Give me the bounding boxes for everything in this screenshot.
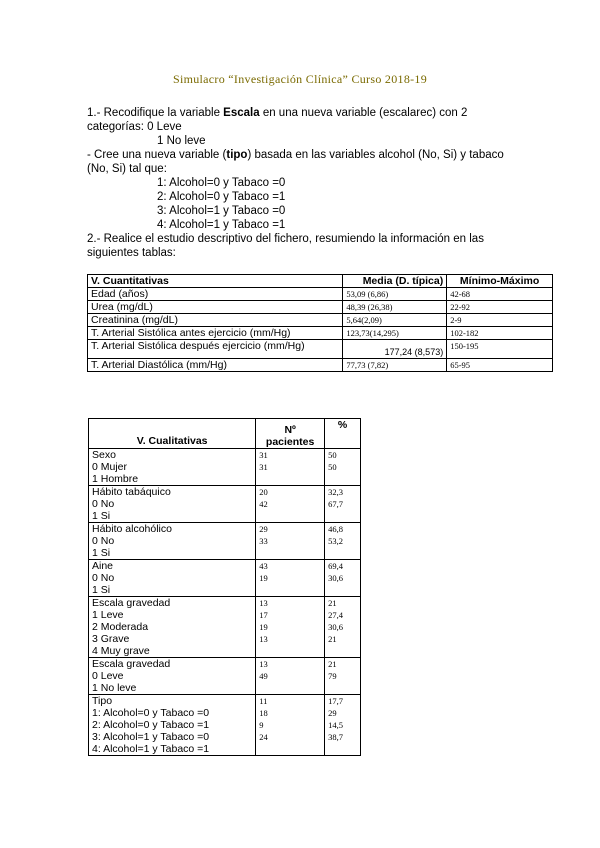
table-row — [88, 314, 553, 327]
table-row — [89, 449, 361, 486]
patients-cell — [256, 695, 325, 756]
percent-cell — [325, 658, 361, 695]
quantitative-table — [87, 274, 553, 372]
group-title: Hábito tabáquico — [92, 486, 171, 498]
patients-cell — [256, 486, 325, 523]
percent-cell — [325, 486, 361, 523]
category-label: 2: Alcohol=0 y Tabaco =1 — [92, 719, 210, 731]
table-row — [88, 340, 553, 359]
q1-option-2: 2: Alcohol=0 y Tabaco =1 — [157, 191, 286, 203]
variable-cell: T. Arterial Diastólica (mm/Hg) — [88, 359, 343, 372]
table-row — [89, 695, 361, 756]
patients-value: 43 — [259, 561, 268, 571]
table-row — [88, 301, 553, 314]
category-label: 0 No — [92, 572, 115, 584]
percent-value: 21 — [328, 598, 337, 608]
percent-value: 14,5 — [328, 720, 343, 730]
category-label: 1: Alcohol=0 y Tabaco =0 — [92, 707, 210, 719]
patients-cell — [256, 449, 325, 486]
variable-cell: T. Arterial Sistólica después ejercicio (mm/Hg) — [88, 340, 343, 359]
table-row — [88, 359, 553, 372]
percent-value: 21 — [328, 634, 337, 644]
header-variable: V. Cuantitativas — [88, 275, 343, 288]
patients-value: 13 — [259, 659, 268, 669]
category-label: 1 Si — [92, 510, 111, 522]
minmax-cell: 42-68 — [447, 288, 553, 301]
variable-cell: T. Arterial Sistólica antes ejercicio (mm/Hg) — [88, 327, 343, 340]
variable-cell — [89, 449, 256, 486]
category-label: 1 Hombre — [92, 473, 139, 485]
mean-cell: 123,73(14,295) — [343, 327, 447, 340]
mean-cell: 53,09 (6,86) — [343, 288, 447, 301]
header-patients: Nº pacientes — [256, 419, 325, 449]
patients-value: 17 — [259, 610, 268, 620]
category-label: 4: Alcohol=1 y Tabaco =1 — [92, 743, 210, 755]
category-label: 1 Si — [92, 547, 111, 559]
table-row — [88, 288, 553, 301]
patients-value: 13 — [259, 634, 268, 644]
header-mean: Media (D. típica) — [343, 275, 447, 288]
group-title: Escala gravedad — [92, 658, 171, 670]
percent-value: 46,8 — [328, 524, 343, 534]
patients-value: 19 — [259, 573, 268, 583]
qualitative-table — [88, 418, 361, 756]
patients-value: 11 — [259, 696, 268, 706]
percent-value: 27,4 — [328, 610, 343, 620]
q1-line-3: 1 No leve — [157, 135, 206, 147]
q1-option-1: 1: Alcohol=0 y Tabaco =0 — [157, 177, 286, 189]
patients-value: 24 — [259, 732, 268, 742]
category-label: 3: Alcohol=1 y Tabaco =0 — [92, 731, 210, 743]
percent-value: 53,2 — [328, 536, 343, 546]
q1-option-3: 3: Alcohol=1 y Tabaco =0 — [157, 205, 286, 217]
minmax-cell: 22-92 — [447, 301, 553, 314]
category-label: 1 Leve — [92, 609, 124, 621]
category-label: 0 No — [92, 535, 115, 547]
table-header-row — [89, 419, 361, 449]
percent-value: 67,7 — [328, 499, 343, 509]
mean-cell: 48,39 (26,38) — [343, 301, 447, 314]
table-header-row — [88, 275, 553, 288]
mean-cell: 177,24 (8,573) — [343, 340, 447, 359]
percent-value: 21 — [328, 659, 337, 669]
group-title: Tipo — [92, 695, 113, 707]
percent-cell — [325, 560, 361, 597]
percent-value: 30,6 — [328, 573, 343, 583]
percent-cell — [325, 523, 361, 560]
patients-value: 19 — [259, 622, 268, 632]
patients-value: 18 — [259, 708, 268, 718]
q1-option-4: 4: Alcohol=1 y Tabaco =1 — [157, 219, 286, 231]
category-label: 0 Leve — [92, 670, 124, 682]
patients-value: 42 — [259, 499, 268, 509]
table-row — [89, 560, 361, 597]
patients-value: 31 — [259, 450, 268, 460]
table-row — [88, 327, 553, 340]
table-row — [89, 658, 361, 695]
percent-value: 50 — [328, 462, 337, 472]
q2-line-1: 2.- Realice el estudio descriptivo del fichero, resumiendo la información en las — [87, 233, 484, 245]
header-variable: V. Cualitativas — [89, 419, 256, 449]
percent-value: 38,7 — [328, 732, 343, 742]
percent-cell — [325, 695, 361, 756]
group-title: Aine — [92, 560, 114, 572]
variable-cell — [89, 523, 256, 560]
percent-value: 50 — [328, 450, 337, 460]
percent-value: 29 — [328, 708, 337, 718]
group-title: Escala gravedad — [92, 597, 171, 609]
patients-value: 29 — [259, 524, 268, 534]
minmax-cell: 102-182 — [447, 327, 553, 340]
q1-line-2: categorías: 0 Leve — [87, 121, 182, 133]
patients-value: 13 — [259, 598, 268, 608]
patients-value: 33 — [259, 536, 268, 546]
category-label: 2 Moderada — [92, 621, 149, 633]
q1-line-1: 1.- Recodifique la variable Escala en una nueva variable (escalarec) con 2 — [87, 107, 468, 119]
q1-line-5: (No, Si) tal que: — [87, 163, 167, 175]
patients-value: 49 — [259, 671, 268, 681]
category-label: 4 Muy grave — [92, 645, 150, 657]
page-title: Simulacro “Investigación Clínica” Curso 2018-19 — [172, 72, 428, 86]
header-minmax: Mínimo-Máximo — [447, 275, 553, 288]
variable-cell: Urea (mg/dL) — [88, 301, 343, 314]
category-label: 0 Mujer — [92, 461, 128, 473]
patients-value: 31 — [259, 462, 268, 472]
patients-value: 20 — [259, 487, 268, 497]
percent-cell — [325, 449, 361, 486]
minmax-cell: 2-9 — [447, 314, 553, 327]
percent-value: 32,3 — [328, 487, 343, 497]
category-label: 1 No leve — [92, 682, 137, 694]
patients-cell — [256, 658, 325, 695]
patients-cell — [256, 560, 325, 597]
patients-cell — [256, 597, 325, 658]
percent-value: 30,6 — [328, 622, 343, 632]
patients-value: 9 — [259, 720, 264, 730]
minmax-cell: 65-95 — [447, 359, 553, 372]
patients-cell — [256, 523, 325, 560]
variable-cell: Creatinina (mg/dL) — [88, 314, 343, 327]
percent-value: 69,4 — [328, 561, 343, 571]
percent-cell — [325, 597, 361, 658]
group-title: Hábito alcohólico — [92, 523, 172, 535]
minmax-cell: 150-195 — [447, 340, 553, 359]
group-title: Sexo — [92, 449, 116, 461]
category-label: 0 No — [92, 498, 115, 510]
variable-cell — [89, 695, 256, 756]
table-row — [89, 486, 361, 523]
percent-value: 17,7 — [328, 696, 343, 706]
variable-cell — [89, 486, 256, 523]
header-percent: % — [325, 419, 361, 449]
percent-value: 79 — [328, 671, 337, 681]
q2-line-2: siguientes tablas: — [87, 247, 176, 259]
category-label: 3 Grave — [92, 633, 130, 645]
q1-line-4: - Cree una nueva variable (tipo) basada en las variables alcohol (No, Si) y tabaco — [87, 149, 504, 161]
variable-cell — [89, 658, 256, 695]
mean-cell: 5,64(2,09) — [343, 314, 447, 327]
table-row — [89, 597, 361, 658]
variable-cell: Edad (años) — [88, 288, 343, 301]
variable-cell — [89, 597, 256, 658]
table-row — [89, 523, 361, 560]
variable-cell — [89, 560, 256, 597]
category-label: 1 Si — [92, 584, 111, 596]
mean-cell: 77,73 (7,82) — [343, 359, 447, 372]
